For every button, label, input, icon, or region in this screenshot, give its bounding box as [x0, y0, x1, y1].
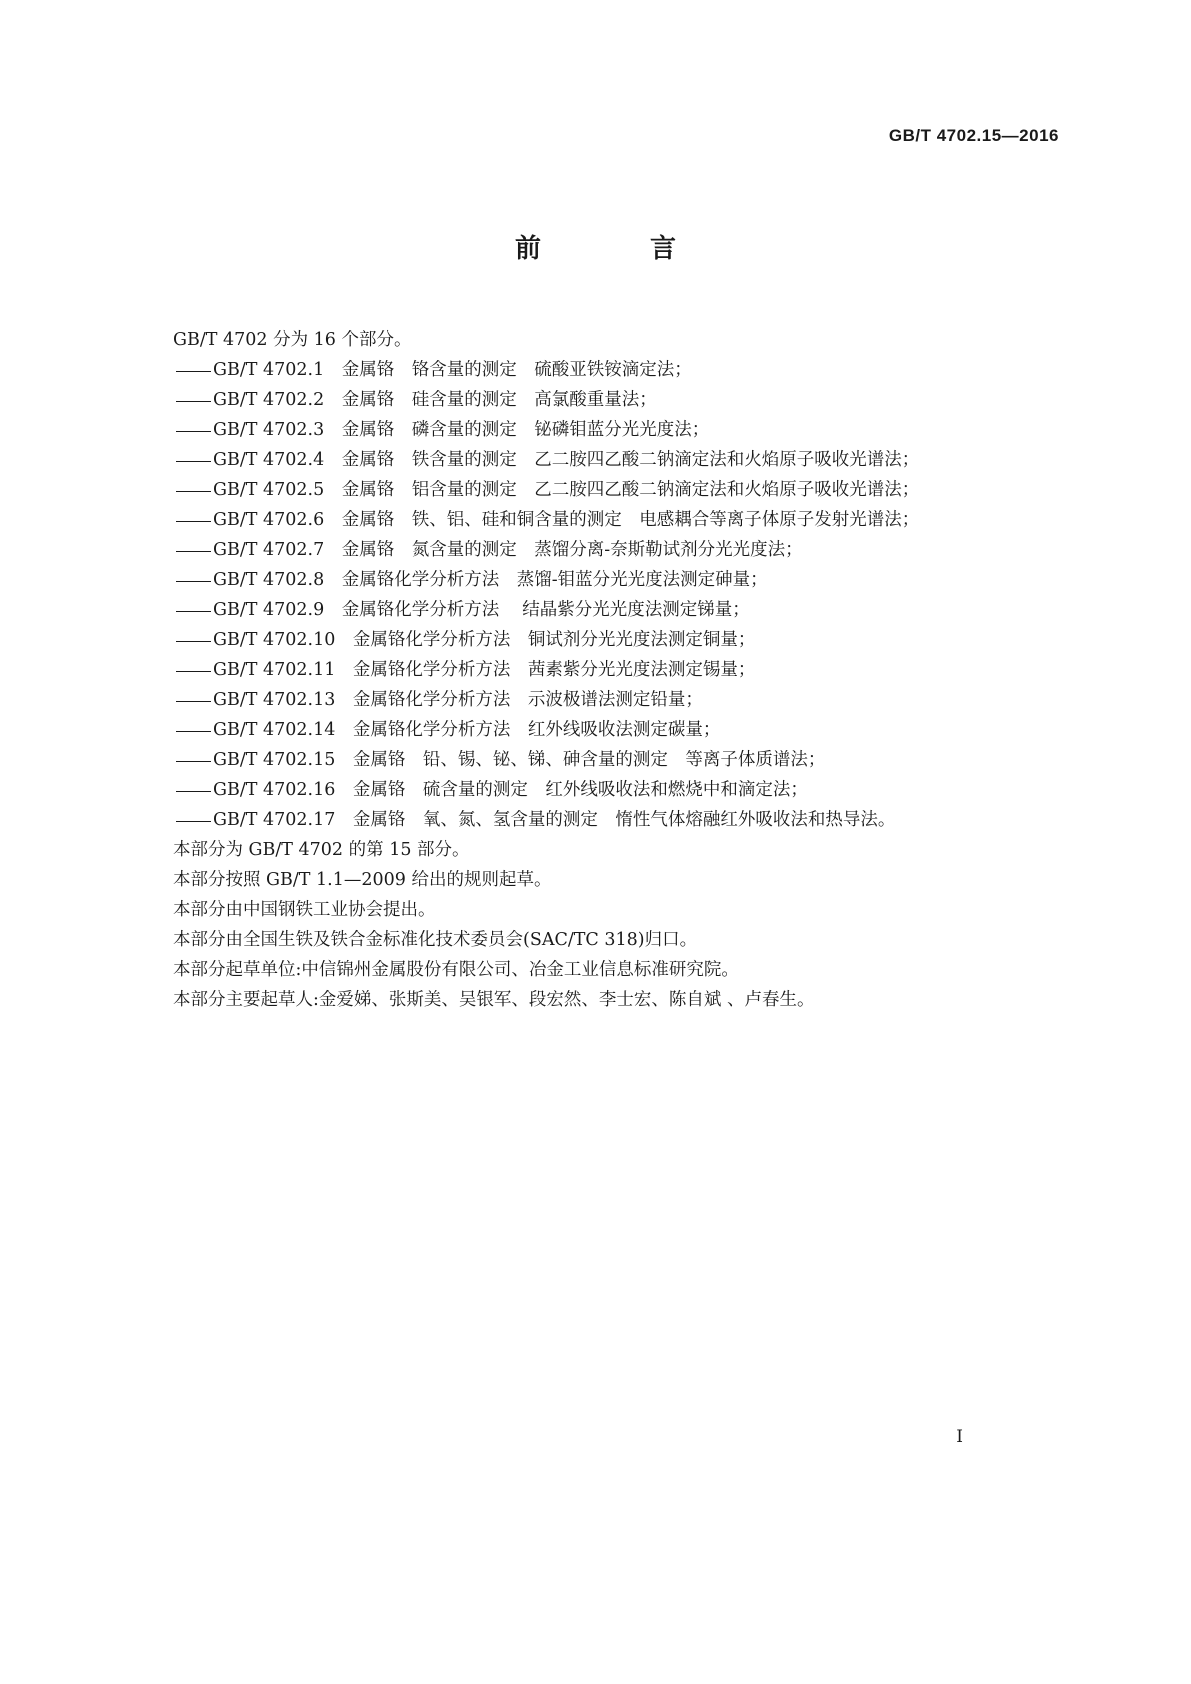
list-item-text: GB/T 4702.7 金属铬 氮含量的测定 蒸馏分离-奈斯勒试剂分光光度法； [213, 540, 803, 560]
closing-line: 本部分由全国生铁及铁合金标准化技术委员会(SAC/TC 318)归口。 [173, 930, 698, 950]
closing-line: 本部分由中国钢铁工业协会提出。 [173, 900, 436, 920]
list-item [173, 625, 1073, 655]
closing-line: 本部分按照 GB/T 1.1—2009 给出的规则起草。 [173, 870, 552, 890]
document-code: GB/T 4702.15—2016 [888, 126, 1059, 145]
dash-icon [173, 686, 213, 716]
closing-line: 本部分主要起草人:金爱娣、张斯美、吴银军、段宏然、李士宏、陈自斌 、卢春生。 [173, 990, 815, 1010]
dash-icon [173, 356, 213, 386]
dash-icon [173, 566, 213, 596]
list-item-text: GB/T 4702.15 金属铬 铅、锡、铋、锑、砷含量的测定 等离子体质谱法； [213, 750, 826, 770]
list-item [173, 385, 1073, 415]
list-item-text: GB/T 4702.14 金属铬化学分析方法 红外线吸收法测定碳量； [213, 720, 721, 740]
list-item [173, 775, 1073, 805]
foreword-body [173, 325, 1073, 1015]
dash-icon [173, 626, 213, 656]
list-item [173, 355, 1073, 385]
list-item-text: GB/T 4702.11 金属铬化学分析方法 茜素紫分光光度法测定锡量； [213, 660, 756, 680]
dash-icon [173, 746, 213, 776]
list-item-text: GB/T 4702.1 金属铬 铬含量的测定 硫酸亚铁铵滴定法； [213, 360, 692, 380]
list-item [173, 445, 1073, 475]
intro-line: GB/T 4702 分为 16 个部分。 [173, 330, 412, 350]
list-item [173, 415, 1073, 445]
dash-icon [173, 386, 213, 416]
dash-icon [173, 656, 213, 686]
dash-icon [173, 446, 213, 476]
list-item [173, 655, 1073, 685]
list-item-text: GB/T 4702.8 金属铬化学分析方法 蒸馏-钼蓝分光光度法测定砷量； [213, 570, 768, 590]
list-item [173, 715, 1073, 745]
list-item [173, 805, 1073, 835]
list-item [173, 685, 1073, 715]
page-title: 前 言 [514, 234, 727, 264]
parts-list [173, 355, 1073, 835]
dash-icon [173, 476, 213, 506]
list-item-text: GB/T 4702.3 金属铬 磷含量的测定 铋磷钼蓝分光光度法； [213, 420, 710, 440]
dash-icon [173, 596, 213, 626]
list-item [173, 745, 1073, 775]
list-item-text: GB/T 4702.5 金属铬 铝含量的测定 乙二胺四乙酸二钠滴定法和火焰原子吸收光谱法； [213, 480, 920, 500]
dash-icon [173, 806, 213, 836]
list-item-text: GB/T 4702.17 金属铬 氧、氮、氢含量的测定 惰性气体熔融红外吸收法和热导法。 [213, 810, 896, 830]
list-item [173, 565, 1073, 595]
list-item [173, 475, 1073, 505]
list-item-text: GB/T 4702.4 金属铬 铁含量的测定 乙二胺四乙酸二钠滴定法和火焰原子吸收光谱法； [213, 450, 920, 470]
list-item-text: GB/T 4702.16 金属铬 硫含量的测定 红外线吸收法和燃烧中和滴定法； [213, 780, 808, 800]
list-item [173, 535, 1073, 565]
dash-icon [173, 716, 213, 746]
list-item-text: GB/T 4702.10 金属铬化学分析方法 铜试剂分光光度法测定铜量； [213, 630, 756, 650]
dash-icon [173, 536, 213, 566]
closing-line: 本部分起草单位:中信锦州金属股份有限公司、冶金工业信息标准研究院。 [173, 960, 739, 980]
list-item-text: GB/T 4702.2 金属铬 硅含量的测定 高氯酸重量法； [213, 390, 657, 410]
dash-icon [173, 416, 213, 446]
closing-list [173, 835, 1073, 1015]
dash-icon [173, 776, 213, 806]
page-number: I [956, 1427, 963, 1447]
list-item-text: GB/T 4702.13 金属铬化学分析方法 示波极谱法测定铅量； [213, 690, 703, 710]
closing-line: 本部分为 GB/T 4702 的第 15 部分。 [173, 840, 470, 860]
list-item [173, 595, 1073, 625]
list-item [173, 505, 1073, 535]
dash-icon [173, 506, 213, 536]
list-item-text: GB/T 4702.6 金属铬 铁、铝、硅和铜含量的测定 电感耦合等离子体原子发射光谱法； [213, 510, 920, 530]
list-item-text: GB/T 4702.9 金属铬化学分析方法 结晶紫分光光度法测定锑量； [213, 600, 750, 620]
